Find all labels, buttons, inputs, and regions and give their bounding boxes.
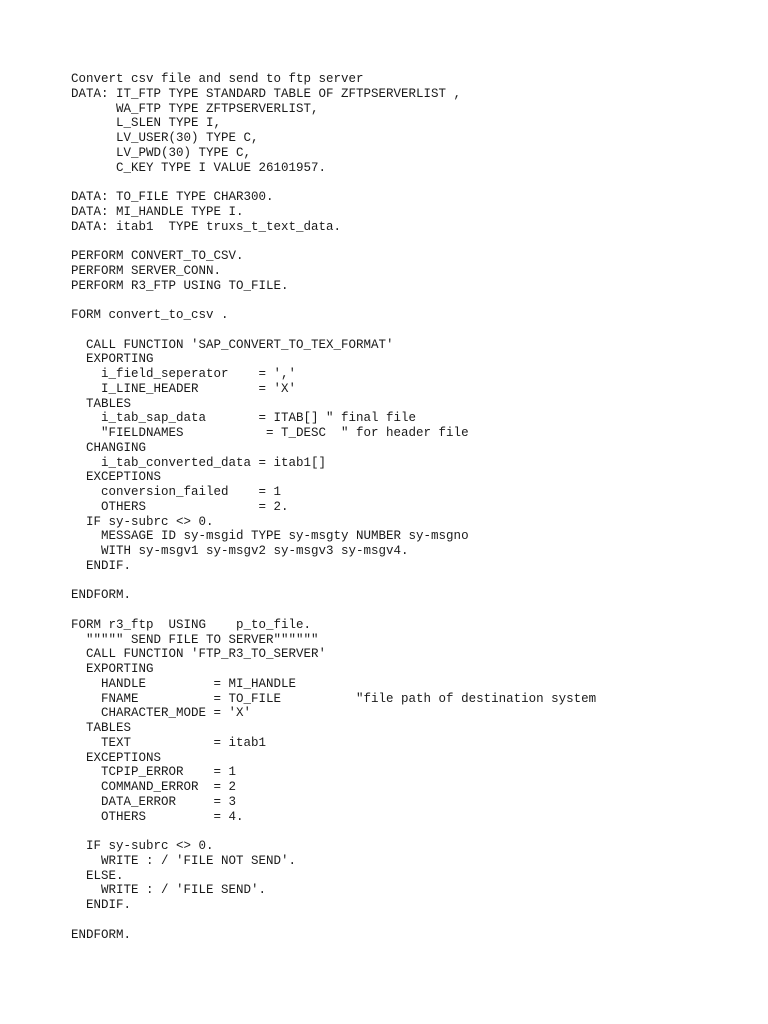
code-line: L_SLEN TYPE I, <box>71 116 222 131</box>
code-line: CALL FUNCTION 'SAP_CONVERT_TO_TEX_FORMAT' <box>71 337 394 352</box>
code-line: DATA: MI_HANDLE TYPE I. <box>71 204 244 219</box>
code-line: MESSAGE ID sy-msgid TYPE sy-msgty NUMBER sy-msgno <box>71 529 469 544</box>
code-line: i_field_seperator = ',' <box>71 367 297 381</box>
code-line: EXPORTING <box>71 352 154 367</box>
code-line: EXCEPTIONS <box>71 470 162 485</box>
code-line: PERFORM R3_FTP USING TO_FILE. <box>71 278 289 293</box>
code-line: i_tab_converted_data = itab1[] <box>71 455 327 470</box>
code-line <box>71 234 596 249</box>
code-line: WITH sy-msgv1 sy-msgv2 sy-msgv3 sy-msgv4. <box>71 544 409 558</box>
code-line: conversion_failed = 1 <box>71 485 282 499</box>
code-listing <box>71 72 596 942</box>
code-line: OTHERS = 4. <box>71 809 244 824</box>
code-line: PERFORM SERVER_CONN. <box>71 263 222 278</box>
code-line: i_tab_sap_data = ITAB[] " final file <box>71 411 417 426</box>
code-line: CALL FUNCTION 'FTP_R3_TO_SERVER' <box>71 647 327 662</box>
code-line: C_KEY TYPE I VALUE 26101957. <box>71 160 327 175</box>
code-line: ENDIF. <box>71 558 132 573</box>
code-line: ENDFORM. <box>71 927 132 942</box>
code-line: EXCEPTIONS <box>71 750 162 765</box>
code-line: DATA: TO_FILE TYPE CHAR300. <box>71 190 274 204</box>
code-line: TABLES <box>71 721 132 735</box>
code-line: ENDFORM. <box>71 588 132 603</box>
code-line: PERFORM CONVERT_TO_CSV. <box>71 249 244 263</box>
code-line: ENDIF. <box>71 898 132 912</box>
code-line: FORM r3_ftp USING p_to_file. <box>71 617 312 632</box>
code-line: COMMAND_ERROR = 2 <box>71 780 237 794</box>
code-line: """"" SEND FILE TO SERVER"""""" <box>71 632 319 647</box>
code-line: WRITE : / 'FILE SEND'. <box>71 883 267 898</box>
code-line: HANDLE = MI_HANDLE <box>71 676 297 691</box>
code-line: TCPIP_ERROR = 1 <box>71 765 237 780</box>
code-line: "FIELDNAMES = T_DESC " for header file <box>71 426 469 440</box>
code-line: WA_FTP TYPE ZFTPSERVERLIST, <box>71 101 319 116</box>
code-line: IF sy-subrc <> 0. <box>71 514 214 529</box>
code-line: DATA: itab1 TYPE truxs_t_text_data. <box>71 219 342 234</box>
code-line: OTHERS = 2. <box>71 499 289 514</box>
code-line <box>71 293 596 308</box>
code-line <box>71 913 596 928</box>
code-line: CHANGING <box>71 440 147 455</box>
code-line: LV_PWD(30) TYPE C, <box>71 145 252 160</box>
code-line: WRITE : / 'FILE NOT SEND'. <box>71 853 297 868</box>
code-line: TEXT = itab1 <box>71 735 267 750</box>
code-line: IF sy-subrc <> 0. <box>71 839 214 853</box>
code-line: CHARACTER_MODE = 'X' <box>71 706 252 721</box>
code-line: LV_USER(30) TYPE C, <box>71 131 259 145</box>
code-line <box>71 603 596 618</box>
code-line <box>71 574 596 589</box>
code-line <box>71 824 596 839</box>
code-line: EXPORTING <box>71 662 154 676</box>
code-line: ELSE. <box>71 868 124 883</box>
code-line: FORM convert_to_csv . <box>71 308 229 322</box>
code-line: DATA: IT_FTP TYPE STANDARD TABLE OF ZFTPSERVERLIST , <box>71 86 462 101</box>
code-line <box>71 323 596 338</box>
code-line: Convert csv file and send to ftp server <box>71 72 364 86</box>
code-line: I_LINE_HEADER = 'X' <box>71 381 297 396</box>
code-line: FNAME = TO_FILE "file path of destination system <box>71 691 597 706</box>
code-line: TABLES <box>71 396 132 411</box>
code-line <box>71 175 596 190</box>
code-line: DATA_ERROR = 3 <box>71 794 237 809</box>
